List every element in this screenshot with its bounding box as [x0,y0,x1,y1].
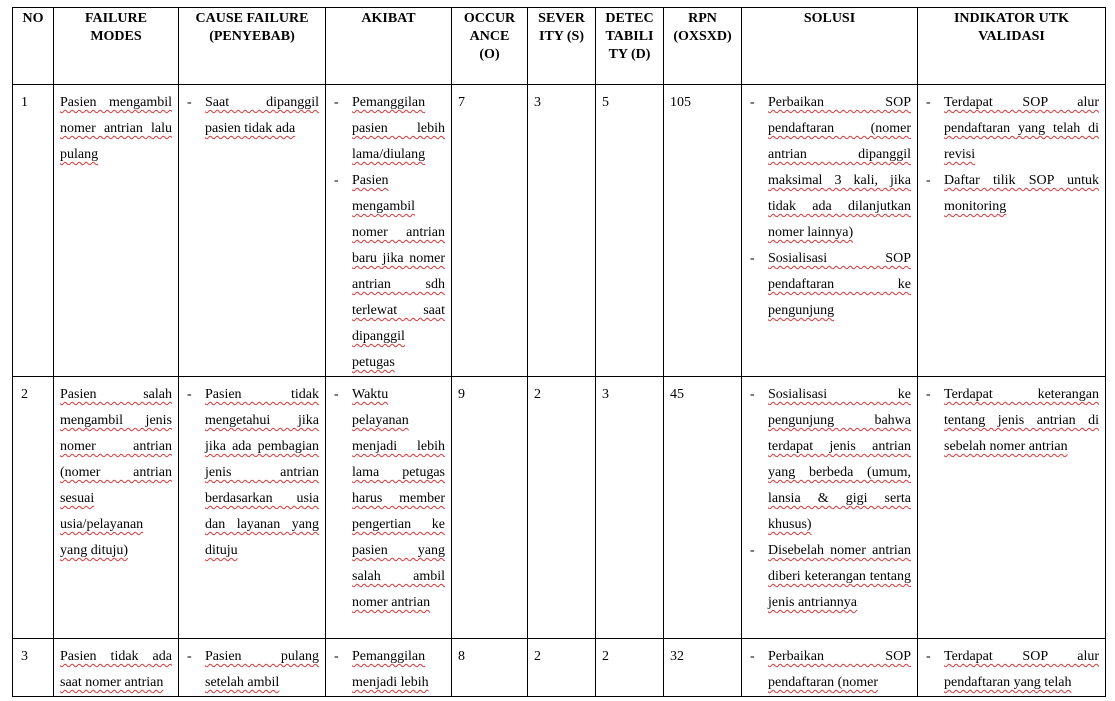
header-indikator: INDIKATOR UTK VALIDASI [918,8,1106,85]
occurance-value: 7 [452,85,528,377]
header-row [13,8,1106,85]
header-solusi: SOLUSI [742,8,918,85]
rpn-value: 45 [664,377,742,639]
header-detectability: DETEC TABILI TY (D) [596,8,664,85]
list-item: - Terdapat keterangan tentang jenis antrian di sebelah nomer antrian [924,382,1099,460]
header-no: NO [13,8,54,85]
akibat-cell [326,639,452,697]
akibat-cell [326,85,452,377]
indikator-cell [918,639,1106,697]
table-row [13,85,1106,377]
row-number: 2 [13,377,54,639]
list-item: - Pemanggilan menjadi lebih [332,644,445,696]
list-item: - Sosialisasi ke pengunjung bahwa terdapat jenis antrian yang berbeda (umum, lansia & gigi serta khusus) [748,382,911,538]
akibat-cell [326,377,452,639]
list-item: - Disebelah nomer antrian diberi keterangan tentang jenis antriannya [748,538,911,616]
header-severity: SEVER ITY (S) [528,8,596,85]
failure-mode-cell: Pasien tidak ada saat nomer antrian [54,639,179,697]
indikator-cell [918,85,1106,377]
fmea-table [12,7,1106,697]
table-row [13,639,1106,697]
solusi-cell [742,377,918,639]
list-item: - Perbaikan SOP pendaftaran (nomer [748,644,911,696]
solusi-cell [742,85,918,377]
list-item: - Pemanggilan pasien lebih lama/diulang [332,90,445,168]
rpn-value: 32 [664,639,742,697]
severity-value: 2 [528,377,596,639]
cause-cell [179,85,326,377]
header-cause: CAUSE FAILURE (PENYEBAB) [179,8,326,85]
list-item: - Sosialisasi SOP pendaftaran ke pengunjung [748,246,911,324]
occurance-value: 8 [452,639,528,697]
occurance-value: 9 [452,377,528,639]
solusi-cell [742,639,918,697]
table-row [13,377,1106,639]
failure-mode-cell: Pasien salah mengambil jenis nomer antrian (nomer antrian sesuai usia/pelayanan yang dituju) [54,377,179,639]
detectability-value: 5 [596,85,664,377]
header-occurance: OCCUR ANCE (O) [452,8,528,85]
detectability-value: 2 [596,639,664,697]
list-item: - Pasien pulang setelah ambil [185,644,319,696]
list-item: - Waktu pelayanan menjadi lebih lama petugas harus member pengertian ke pasien yang salah ambil nomer antrian [332,382,445,616]
indikator-cell [918,377,1106,639]
header-akibat: AKIBAT [326,8,452,85]
failure-mode-cell: Pasien mengambil nomer antrian lalu pulang [54,85,179,377]
cause-cell [179,377,326,639]
rpn-value: 105 [664,85,742,377]
cause-cell [179,639,326,697]
severity-value: 2 [528,639,596,697]
list-item: - Pasien tidak mengetahui jika jika ada pembagian jenis antrian berdasarkan usia dan layanan yang dituju [185,382,319,564]
row-number: 3 [13,639,54,697]
list-item: - Saat dipanggil pasien tidak ada [185,90,319,142]
list-item: - Terdapat SOP alur pendaftaran yang telah [924,644,1099,696]
list-item: - Perbaikan SOP pendaftaran (nomer antrian dipanggil maksimal 3 kali, jika tidak ada dilanjutkan nomer lainnya) [748,90,911,246]
detectability-value: 3 [596,377,664,639]
row-number: 1 [13,85,54,377]
list-item: - Terdapat SOP alur pendaftaran yang telah di revisi [924,90,1099,168]
header-rpn: RPN (OXSXD) [664,8,742,85]
list-item: - Pasien mengambil nomer antrian baru jika nomer antrian sdh terlewat saat dipanggil petugas [332,168,445,376]
header-failure-modes: FAILURE MODES [54,8,179,85]
list-item: - Daftar tilik SOP untuk monitoring [924,168,1099,220]
severity-value: 3 [528,85,596,377]
